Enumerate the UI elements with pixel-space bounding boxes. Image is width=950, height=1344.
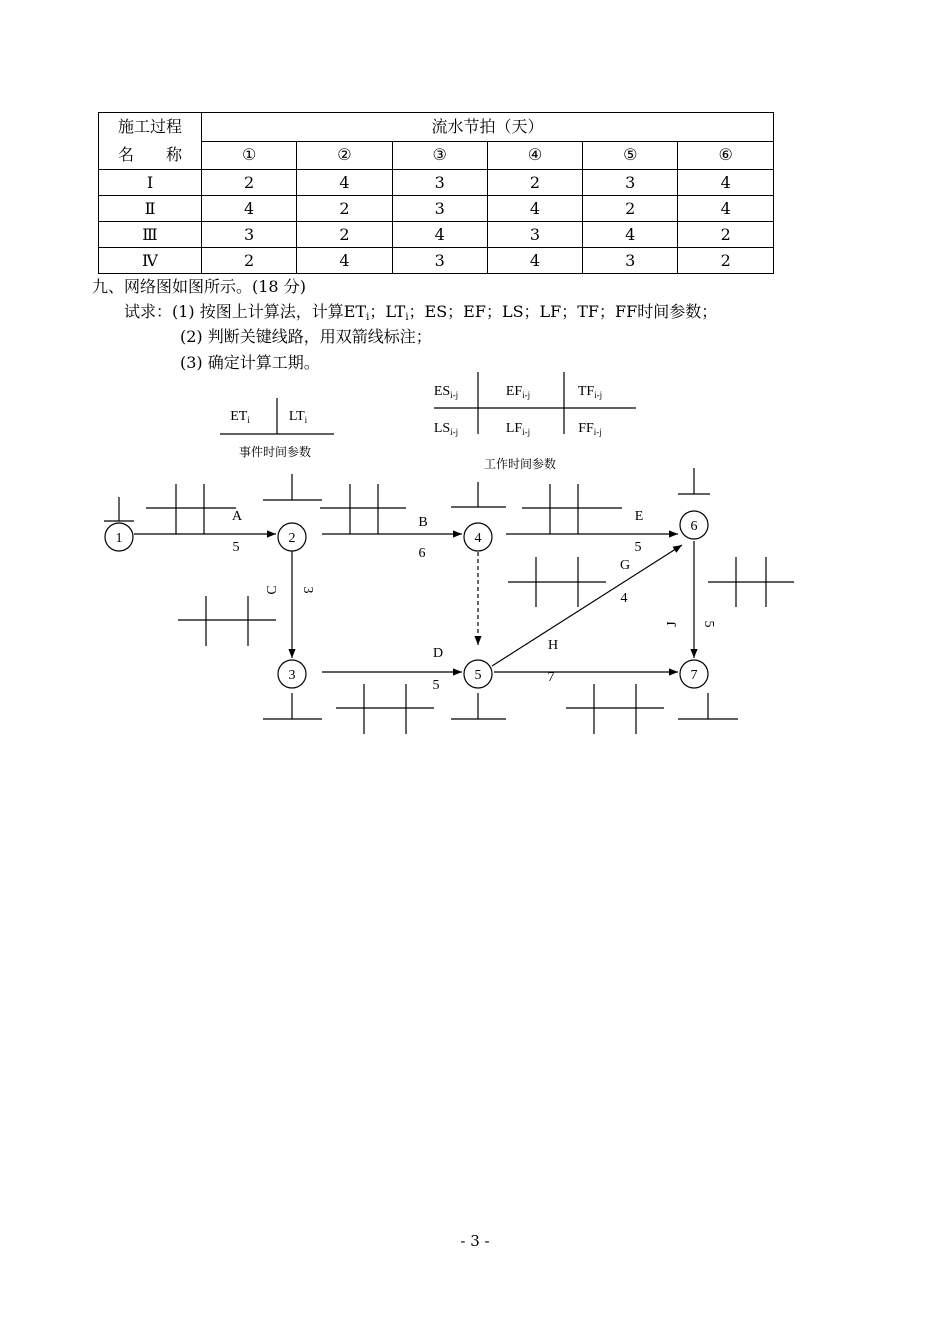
activity-h-duration: 7 xyxy=(547,670,555,685)
process-cell: Ⅰ xyxy=(99,170,202,196)
node-label-5: 5 xyxy=(474,668,482,683)
value-cell: 3 xyxy=(487,222,582,248)
value-cell: 4 xyxy=(487,248,582,274)
page-number: - 3 - xyxy=(460,1232,490,1250)
flow-beat-table xyxy=(98,112,774,274)
value-cell: 4 xyxy=(202,196,297,222)
process-cell: Ⅲ xyxy=(99,222,202,248)
step1-suffix: ；ES；EF；LS；LF；TF；FF时间参数； xyxy=(408,302,718,321)
value-cell: 4 xyxy=(583,222,678,248)
segment-header: ② xyxy=(297,141,392,170)
legend-et: $ET_i$ xyxy=(230,409,250,425)
grid-activity-h xyxy=(508,557,606,607)
value-cell: 4 xyxy=(678,170,774,196)
question-step3: (3) 确定计算工期。 xyxy=(180,353,320,372)
node-label-6: 6 xyxy=(690,519,698,534)
activity-b-duration: 6 xyxy=(418,546,426,561)
activity-a-name: A xyxy=(231,509,243,524)
event-mark-4 xyxy=(451,482,506,507)
step1-sep: ；LT xyxy=(369,302,406,321)
activity-j-name: J xyxy=(665,621,680,627)
activity-g-duration: 4 xyxy=(620,591,628,606)
value-cell: 3 xyxy=(583,248,678,274)
activity-d-name: D xyxy=(432,646,444,661)
activity-a-duration: 5 xyxy=(232,540,240,555)
value-cell: 2 xyxy=(583,196,678,222)
segment-header: ④ xyxy=(487,141,582,170)
sub-i: i xyxy=(405,312,409,323)
value-cell: 2 xyxy=(202,170,297,196)
event-mark-1 xyxy=(104,497,134,521)
work-legend-caption: 工作时间参数 xyxy=(483,457,557,471)
legend-ls: $LS_{i-j}$ xyxy=(433,421,459,437)
legend-ef: $EF_{i-j}$ xyxy=(505,384,531,400)
flow-beat-header: 流水节拍（天） xyxy=(202,113,774,142)
segment-header: ③ xyxy=(392,141,487,170)
value-cell: 2 xyxy=(202,248,297,274)
grid-activity-b xyxy=(320,484,406,534)
segment-header: ⑥ xyxy=(678,141,774,170)
activity-b-name: B xyxy=(418,515,428,530)
legend-tf: $TF_{i-j}$ xyxy=(577,384,603,400)
event-mark-6 xyxy=(678,468,710,494)
event-mark-2 xyxy=(263,474,322,500)
process-name-header: 施工过程 名 称 xyxy=(99,113,202,170)
table-row xyxy=(99,170,774,196)
question-title: 九、网络图如图所示。(18 分) xyxy=(92,277,306,296)
value-cell: 2 xyxy=(678,222,774,248)
activity-j-duration: 5 xyxy=(701,620,716,628)
value-cell: 2 xyxy=(487,170,582,196)
grid-activity-a xyxy=(146,484,236,534)
grid-activity-7 xyxy=(566,684,664,734)
grid-activity-c xyxy=(178,596,276,646)
question-step1 xyxy=(124,299,717,323)
activity-g-name: G xyxy=(619,558,631,573)
value-cell: 4 xyxy=(392,222,487,248)
event-mark-7 xyxy=(678,693,738,719)
activity-c-duration: 3 xyxy=(300,586,315,594)
step1-prefix: 试求：(1) 按图上计算法，计算ET xyxy=(124,302,367,321)
value-cell: 3 xyxy=(392,196,487,222)
segment-header: ① xyxy=(202,141,297,170)
legend-ff: $FF_{i-j}$ xyxy=(578,421,602,437)
activity-c-name: C xyxy=(265,585,280,595)
value-cell: 4 xyxy=(678,196,774,222)
legend-lf: $LF_{i-j}$ xyxy=(505,421,531,437)
grid-activity-d xyxy=(336,684,434,734)
question-step2: (2) 判断关键线路，用双箭线标注； xyxy=(180,327,432,346)
segment-header: ⑤ xyxy=(583,141,678,170)
arrow-g xyxy=(492,545,682,666)
grid-activity-j xyxy=(708,557,794,607)
value-cell: 3 xyxy=(392,248,487,274)
event-mark-3 xyxy=(263,693,322,719)
value-cell: 3 xyxy=(202,222,297,248)
value-cell: 4 xyxy=(297,170,392,196)
activity-d-duration: 5 xyxy=(432,678,440,693)
node-label-4: 4 xyxy=(474,531,482,546)
activity-h-name: H xyxy=(547,638,559,653)
value-cell: 2 xyxy=(297,196,392,222)
value-cell: 3 xyxy=(583,170,678,196)
node-label-1: 1 xyxy=(115,531,123,546)
activity-e-duration: 5 xyxy=(634,540,642,555)
value-cell: 4 xyxy=(487,196,582,222)
grid-activity-e xyxy=(522,484,622,534)
node-label-3: 3 xyxy=(288,668,296,683)
sub-i: i xyxy=(366,312,370,323)
table-row xyxy=(99,196,774,222)
value-cell: 2 xyxy=(297,222,392,248)
network-diagram xyxy=(0,360,950,740)
work-legend xyxy=(434,372,636,434)
event-legend-caption: 事件时间参数 xyxy=(238,445,312,459)
event-mark-5 xyxy=(451,693,506,719)
value-cell: 3 xyxy=(392,170,487,196)
value-cell: 4 xyxy=(297,248,392,274)
node-label-2: 2 xyxy=(288,531,296,546)
process-cell: Ⅳ xyxy=(99,248,202,274)
legend-es: $ES_{i-j}$ xyxy=(433,384,459,400)
table-row xyxy=(99,222,774,248)
node-label-7: 7 xyxy=(690,668,698,683)
value-cell: 2 xyxy=(678,248,774,274)
legend-lt: $LT_i$ xyxy=(288,409,308,425)
process-cell: Ⅱ xyxy=(99,196,202,222)
activity-e-name: E xyxy=(634,509,644,524)
table-row xyxy=(99,248,774,274)
